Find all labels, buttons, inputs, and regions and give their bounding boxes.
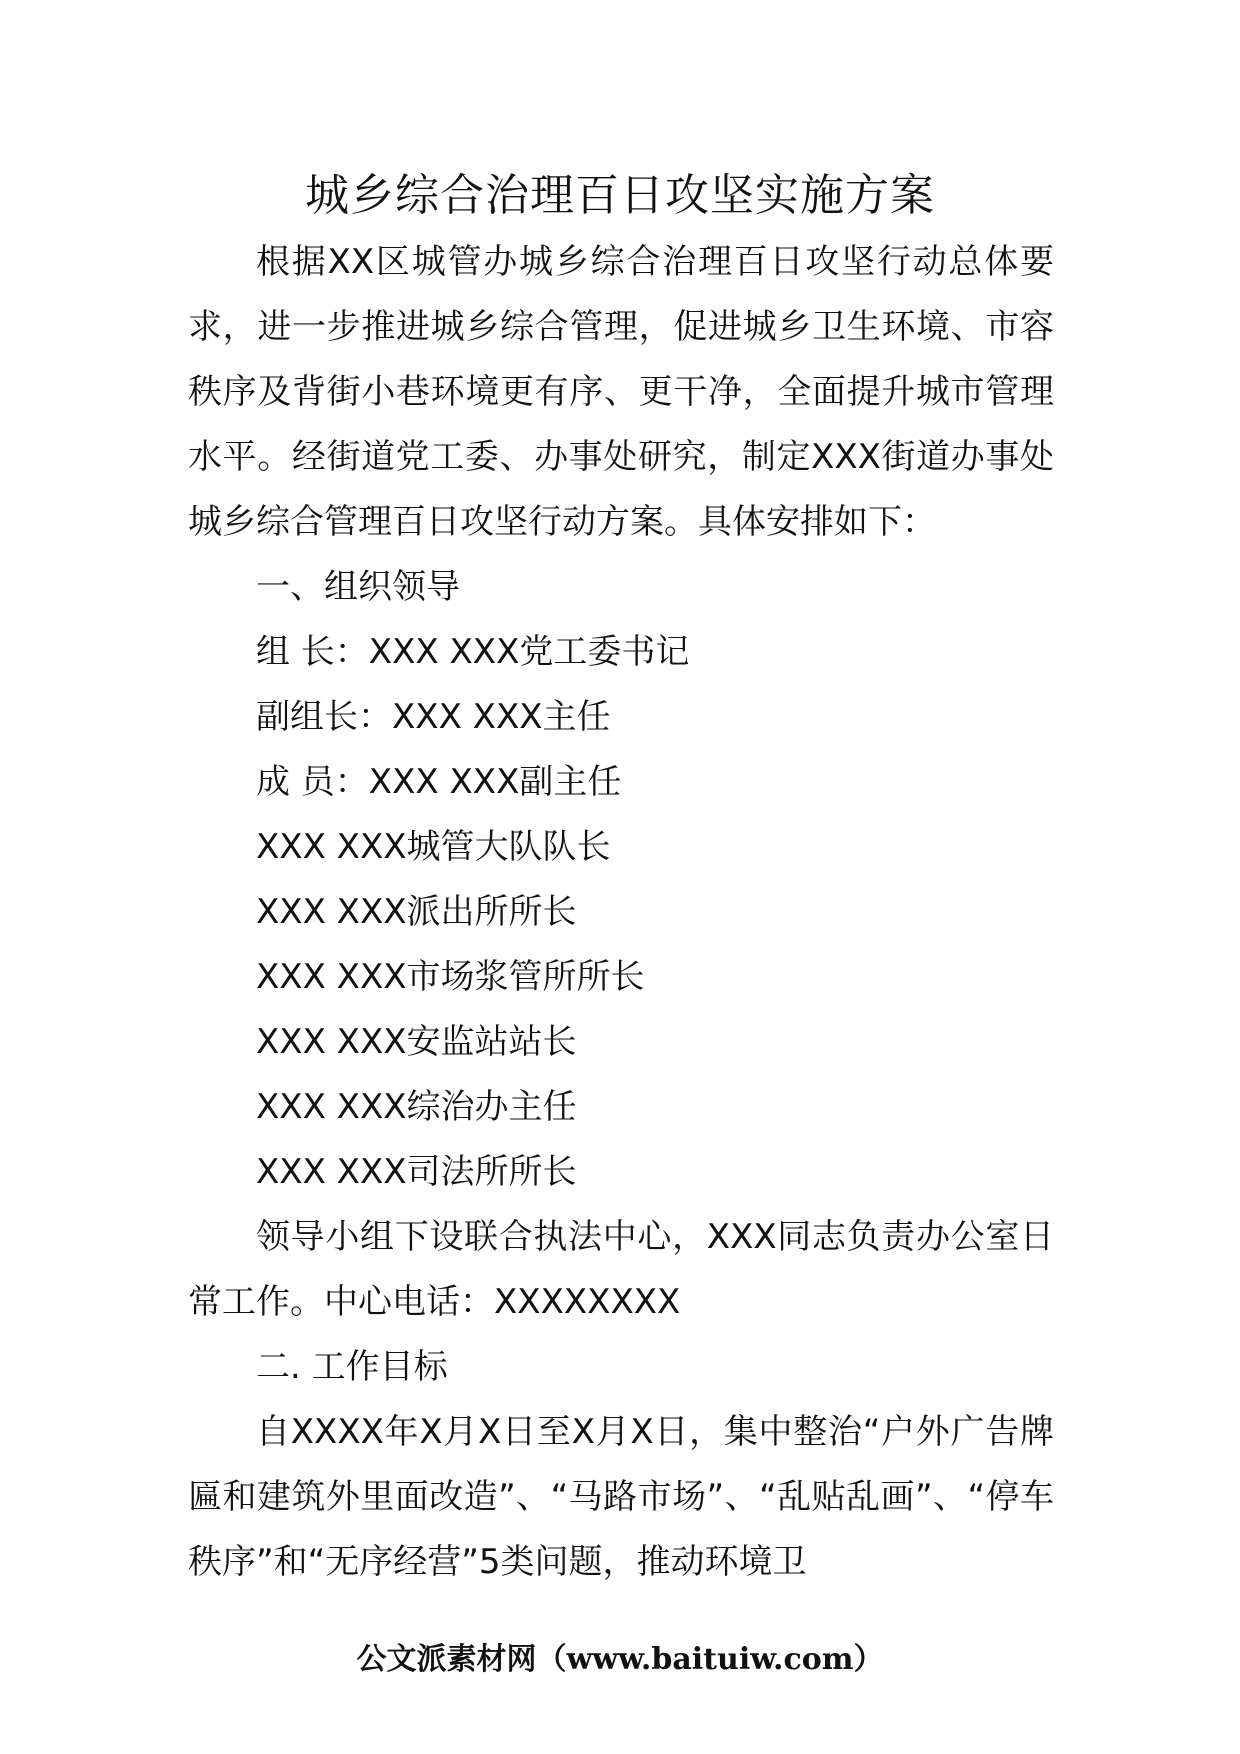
intro-paragraph: 根据XX区城管办城乡综合治理百日攻坚行动总体要求，进一步推进城乡综合管理，促进城乡卫生环境、市容秩序及背街小巷环境更有序、更干净，全面提升城市管理水平。经街道党工委、办事处研究，制定XXX街道办事处城乡综合管理百日攻坚行动方案。具体安排如下： <box>188 242 1054 542</box>
document-body <box>188 230 1054 1595</box>
member-line: XXX XXX派出所所长 <box>256 892 577 932</box>
leader-line: 组 长：XXX XXX党工委书记 <box>256 632 690 672</box>
member-line: 成 员：XXX XXX副主任 <box>256 762 622 802</box>
center-note-paragraph: 领导小组下设联合执法中心，XXX同志负责办公室日常工作。中心电话：XXXXXXXX <box>188 1217 1054 1322</box>
member-line: XXX XXX安监站站长 <box>256 1022 577 1062</box>
deputy-leader-line: 副组长：XXX XXX主任 <box>256 697 611 737</box>
member-line: XXX XXX司法所所长 <box>256 1152 577 1192</box>
section-heading-organization: 一、组织领导 <box>256 567 460 607</box>
member-line: XXX XXX市场浆管所所长 <box>256 957 645 997</box>
member-line: XXX XXX城管大队队长 <box>256 827 611 867</box>
footer-watermark: 公文派素材网（www.baituiw.com） <box>356 1642 884 1677</box>
section-heading-goals: 二. 工作目标 <box>256 1347 448 1387</box>
member-line: XXX XXX综治办主任 <box>256 1087 577 1127</box>
document-title: 城乡综合治理百日攻坚实施方案 <box>305 170 935 221</box>
goal-paragraph: 自XXXX年X月X日至X月X日，集中整治“户外广告牌匾和建筑外里面改造”、“马路市场”、“乱贴乱画”、“停车秩序”和“无序经营”5类问题，推动环境卫 <box>188 1412 1054 1582</box>
